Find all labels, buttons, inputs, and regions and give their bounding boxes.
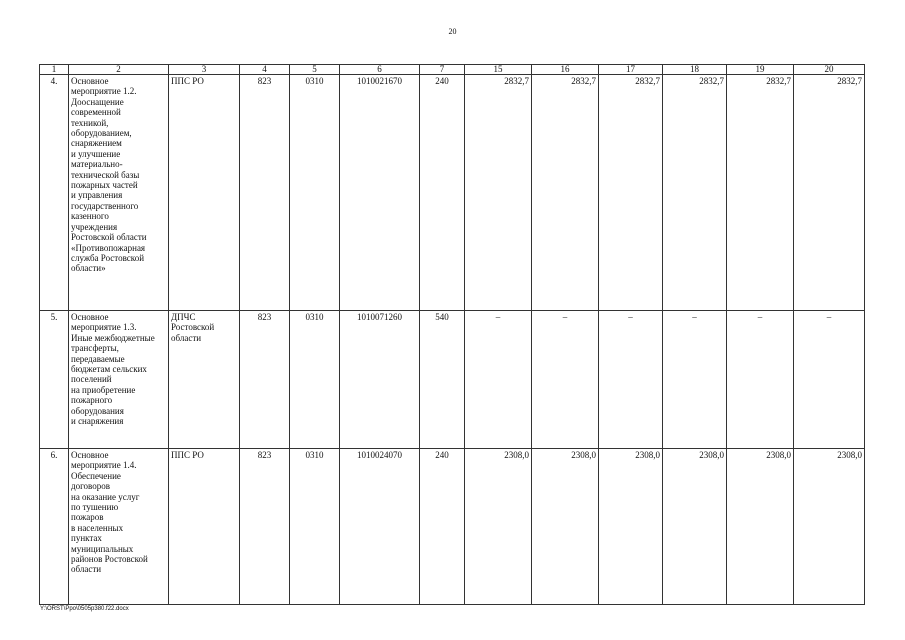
year-value-cell: –: [599, 311, 663, 449]
year-value-cell: –: [794, 311, 865, 449]
year-value-cell: –: [532, 311, 599, 449]
row-number-cell: 5.: [40, 311, 69, 449]
year-value-cell: –: [727, 311, 794, 449]
activity-name-cell: Основное мероприятие 1.2. Дооснащение современной техникой, оборудованием, снаряжением и улучшение материально- технической базы пожарных частей и управления государственного казенного учреждения Ростовской области «Противопожарная служба Ростовской области»: [69, 75, 169, 311]
header-cell: 5: [290, 65, 340, 75]
page-number: 20: [448, 27, 457, 36]
year-value-cell: 2308,0: [532, 449, 599, 605]
budget-table: [39, 64, 865, 605]
grbs-cell: 823: [240, 311, 290, 449]
year-value-cell: 2832,7: [794, 75, 865, 311]
header-cell: 2: [69, 65, 169, 75]
activity-name-cell: Основное мероприятие 1.4. Обеспечение договоров на оказание услуг по тушению пожаров в населенных пунктах муниципальных районов Ростовской области: [69, 449, 169, 605]
vr-cell: 540: [420, 311, 465, 449]
header-cell: 20: [794, 65, 865, 75]
year-value-cell: 2308,0: [727, 449, 794, 605]
year-value-cell: 2308,0: [663, 449, 727, 605]
executor-cell: ППС РО: [169, 449, 240, 605]
file-path-footer: Y:\ORST\Ppo\0505p380.f22.docx: [40, 606, 129, 612]
header-cell: 17: [599, 65, 663, 75]
row-number-cell: 6.: [40, 449, 69, 605]
row-number-cell: 4.: [40, 75, 69, 311]
header-cell: 7: [420, 65, 465, 75]
header-cell: 4: [240, 65, 290, 75]
table-row: [40, 449, 865, 605]
year-value-cell: –: [663, 311, 727, 449]
year-value-cell: 2832,7: [663, 75, 727, 311]
year-value-cell: 2308,0: [465, 449, 532, 605]
header-row: [40, 65, 865, 75]
grbs-cell: 823: [240, 75, 290, 311]
rzpr-cell: 0310: [290, 75, 340, 311]
table-row: [40, 75, 865, 311]
vr-cell: 240: [420, 75, 465, 311]
header-cell: 3: [169, 65, 240, 75]
activity-name-cell: Основное мероприятие 1.3. Иные межбюджетные трансферты, передаваемые бюджетам сельских поселений на приобретение пожарного оборудования и снаряжения: [69, 311, 169, 449]
year-value-cell: 2308,0: [599, 449, 663, 605]
year-value-cell: 2832,7: [465, 75, 532, 311]
table-row: [40, 311, 865, 449]
header-cell: 6: [340, 65, 420, 75]
vr-cell: 240: [420, 449, 465, 605]
rzpr-cell: 0310: [290, 311, 340, 449]
csr-cell: 1010021670: [340, 75, 420, 311]
header-cell: 16: [532, 65, 599, 75]
year-value-cell: 2308,0: [794, 449, 865, 605]
csr-cell: 1010024070: [340, 449, 420, 605]
rzpr-cell: 0310: [290, 449, 340, 605]
year-value-cell: –: [465, 311, 532, 449]
header-cell: 1: [40, 65, 69, 75]
header-cell: 15: [465, 65, 532, 75]
executor-cell: ДПЧС Ростовской области: [169, 311, 240, 449]
year-value-cell: 2832,7: [727, 75, 794, 311]
executor-cell: ППС РО: [169, 75, 240, 311]
grbs-cell: 823: [240, 449, 290, 605]
csr-cell: 1010071260: [340, 311, 420, 449]
header-cell: 18: [663, 65, 727, 75]
year-value-cell: 2832,7: [599, 75, 663, 311]
year-value-cell: 2832,7: [532, 75, 599, 311]
header-cell: 19: [727, 65, 794, 75]
